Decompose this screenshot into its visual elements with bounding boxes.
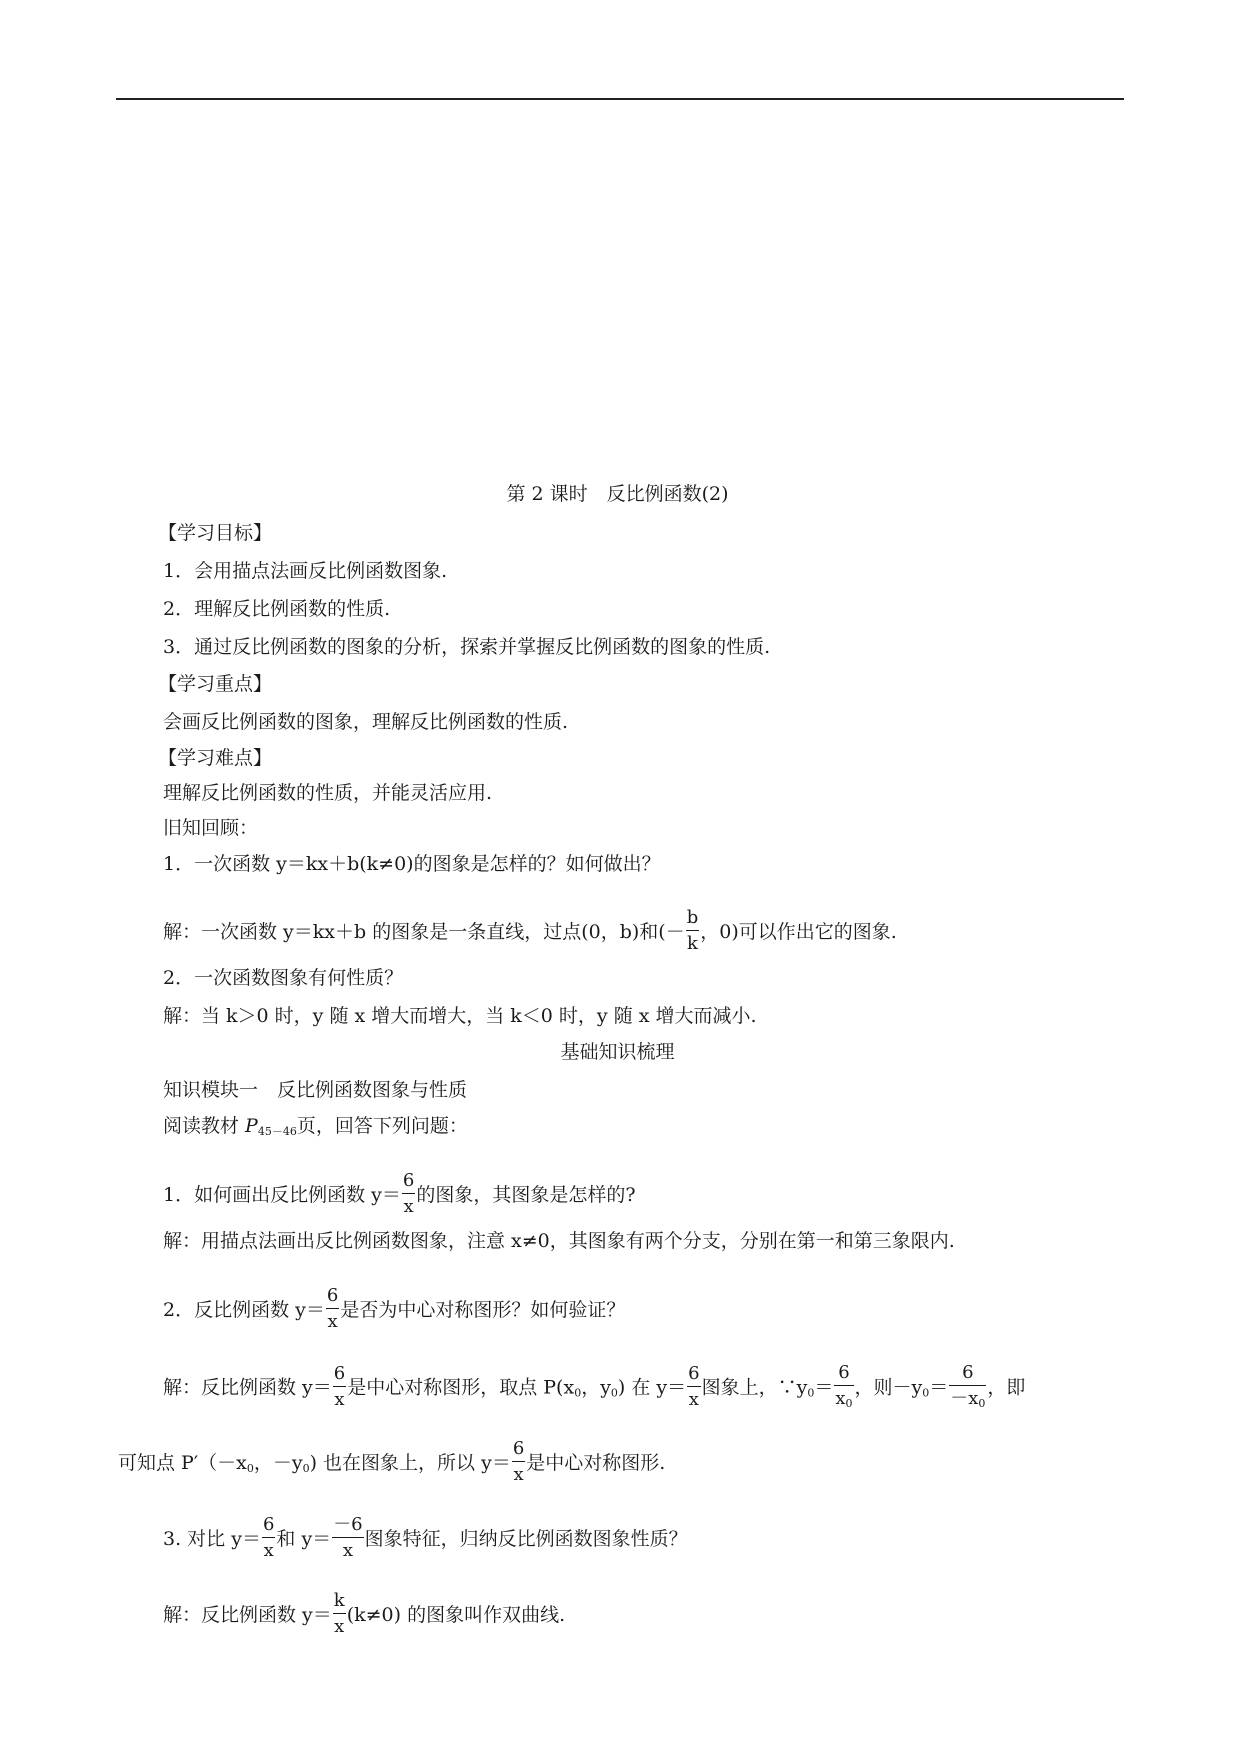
fraction-k-over-x: $\frac{k}{x}$ (333, 1590, 345, 1637)
fraction-6-over-x0: $\frac{6}{x_0}$ (835, 1362, 853, 1410)
review-heading: 旧知回顾： (163, 817, 259, 839)
fraction-6-over-x: $\frac{6}{x}$ (688, 1362, 700, 1410)
page-title: 第 2 课时 反比例函数(2) (506, 483, 729, 505)
objectives-heading: 【学习目标】 (158, 522, 273, 544)
answer-2-line-1: 解：反比例函数 y＝ $\frac{6}{x}$ 是中心对称图形，取点 $P(x_0$，$y_0$) 在 y＝ $\frac{6}{x}$ 图象上，$\because y_0=$ $\frac{6}{x_0}$ ，则$-y_0=$ $\frac{6}{-x_0}$ ，即 (163, 1362, 1026, 1410)
fraction-b-over-k: $\frac{b}{k}$ (686, 907, 699, 954)
reading-instruction: 阅读教材 $P_{45-46}$页，回答下列问题： (163, 1115, 468, 1138)
fraction-6-over-x: $\frac{6}{x}$ (326, 1285, 339, 1332)
objective-item-3: 3．通过反比例函数的图象的分析，探索并掌握反比例函数的图象的性质. (163, 636, 771, 658)
answer-2-line-2: 可知点 $P'(-x_0$，$-y_0$) 也在图象上，所以 y＝ $\frac{6}{x}$ 是中心对称图形. (118, 1438, 666, 1485)
keypoints-heading: 【学习重点】 (158, 673, 273, 695)
module-heading: 知识模块一 反比例函数图象与性质 (163, 1079, 468, 1101)
fraction-6-over-x: $\frac{6}{x}$ (333, 1362, 346, 1410)
question-1: 1．如何画出反比例函数 y＝ $\frac{6}{x}$ 的图象，其图象是怎样的? (163, 1170, 636, 1217)
review-question-2: 2．一次函数图象有何性质？ (163, 967, 404, 989)
difficulties-heading: 【学习难点】 (158, 747, 273, 769)
difficulties-text: 理解反比例函数的性质，并能灵活应用. (163, 782, 493, 804)
review-answer-2: 解：当 k＞0 时，y 随 x 增大而增大，当 k＜0 时，y 随 x 增大而减小. (163, 1005, 757, 1027)
header-rule (116, 98, 1124, 100)
review-answer-1: 解：一次函数 y＝kx＋b 的图象是一条直线，过点(0，b)和(－ $\frac{b}{k}$ ，0)可以作出它的图象. (163, 907, 897, 954)
fraction-6-over-x: $\frac{6}{x}$ (262, 1514, 275, 1561)
fraction-6-over-neg-x0: $\frac{6}{-x_0}$ (950, 1362, 986, 1410)
question-3: 3. 对比 y＝ $\frac{6}{x}$ 和 y＝ $\frac{-6}{x}$ 图象特征，归纳反比例函数图象性质？ (163, 1514, 688, 1561)
answer-1: 解：用描点法画出反比例函数图象，注意 x≠0，其图象有两个分支，分别在第一和第三象限内. (163, 1230, 955, 1252)
fraction-6-over-x: $\frac{6}{x}$ (402, 1170, 415, 1217)
fraction-neg6-over-x: $\frac{-6}{x}$ (333, 1514, 363, 1561)
review-question-1: 1．一次函数 y＝kx＋b(k≠0)的图象是怎样的？如何做出？ (163, 853, 661, 875)
fraction-6-over-x: $\frac{6}{x}$ (512, 1438, 525, 1485)
section-title: 基础知识梳理 (560, 1041, 675, 1063)
answer-3: 解：反比例函数 y＝ $\frac{k}{x}$ (k≠0) 的图象叫作双曲线. (163, 1590, 566, 1637)
objective-item-1: 1．会用描点法画反比例函数图象. (163, 560, 448, 582)
keypoints-text: 会画反比例函数的图象，理解反比例函数的性质. (163, 711, 569, 733)
question-2: 2．反比例函数 y＝ $\frac{6}{x}$ 是否为中心对称图形？如何验证？ (163, 1285, 626, 1332)
objective-item-2: 2．理解反比例函数的性质. (163, 598, 391, 620)
